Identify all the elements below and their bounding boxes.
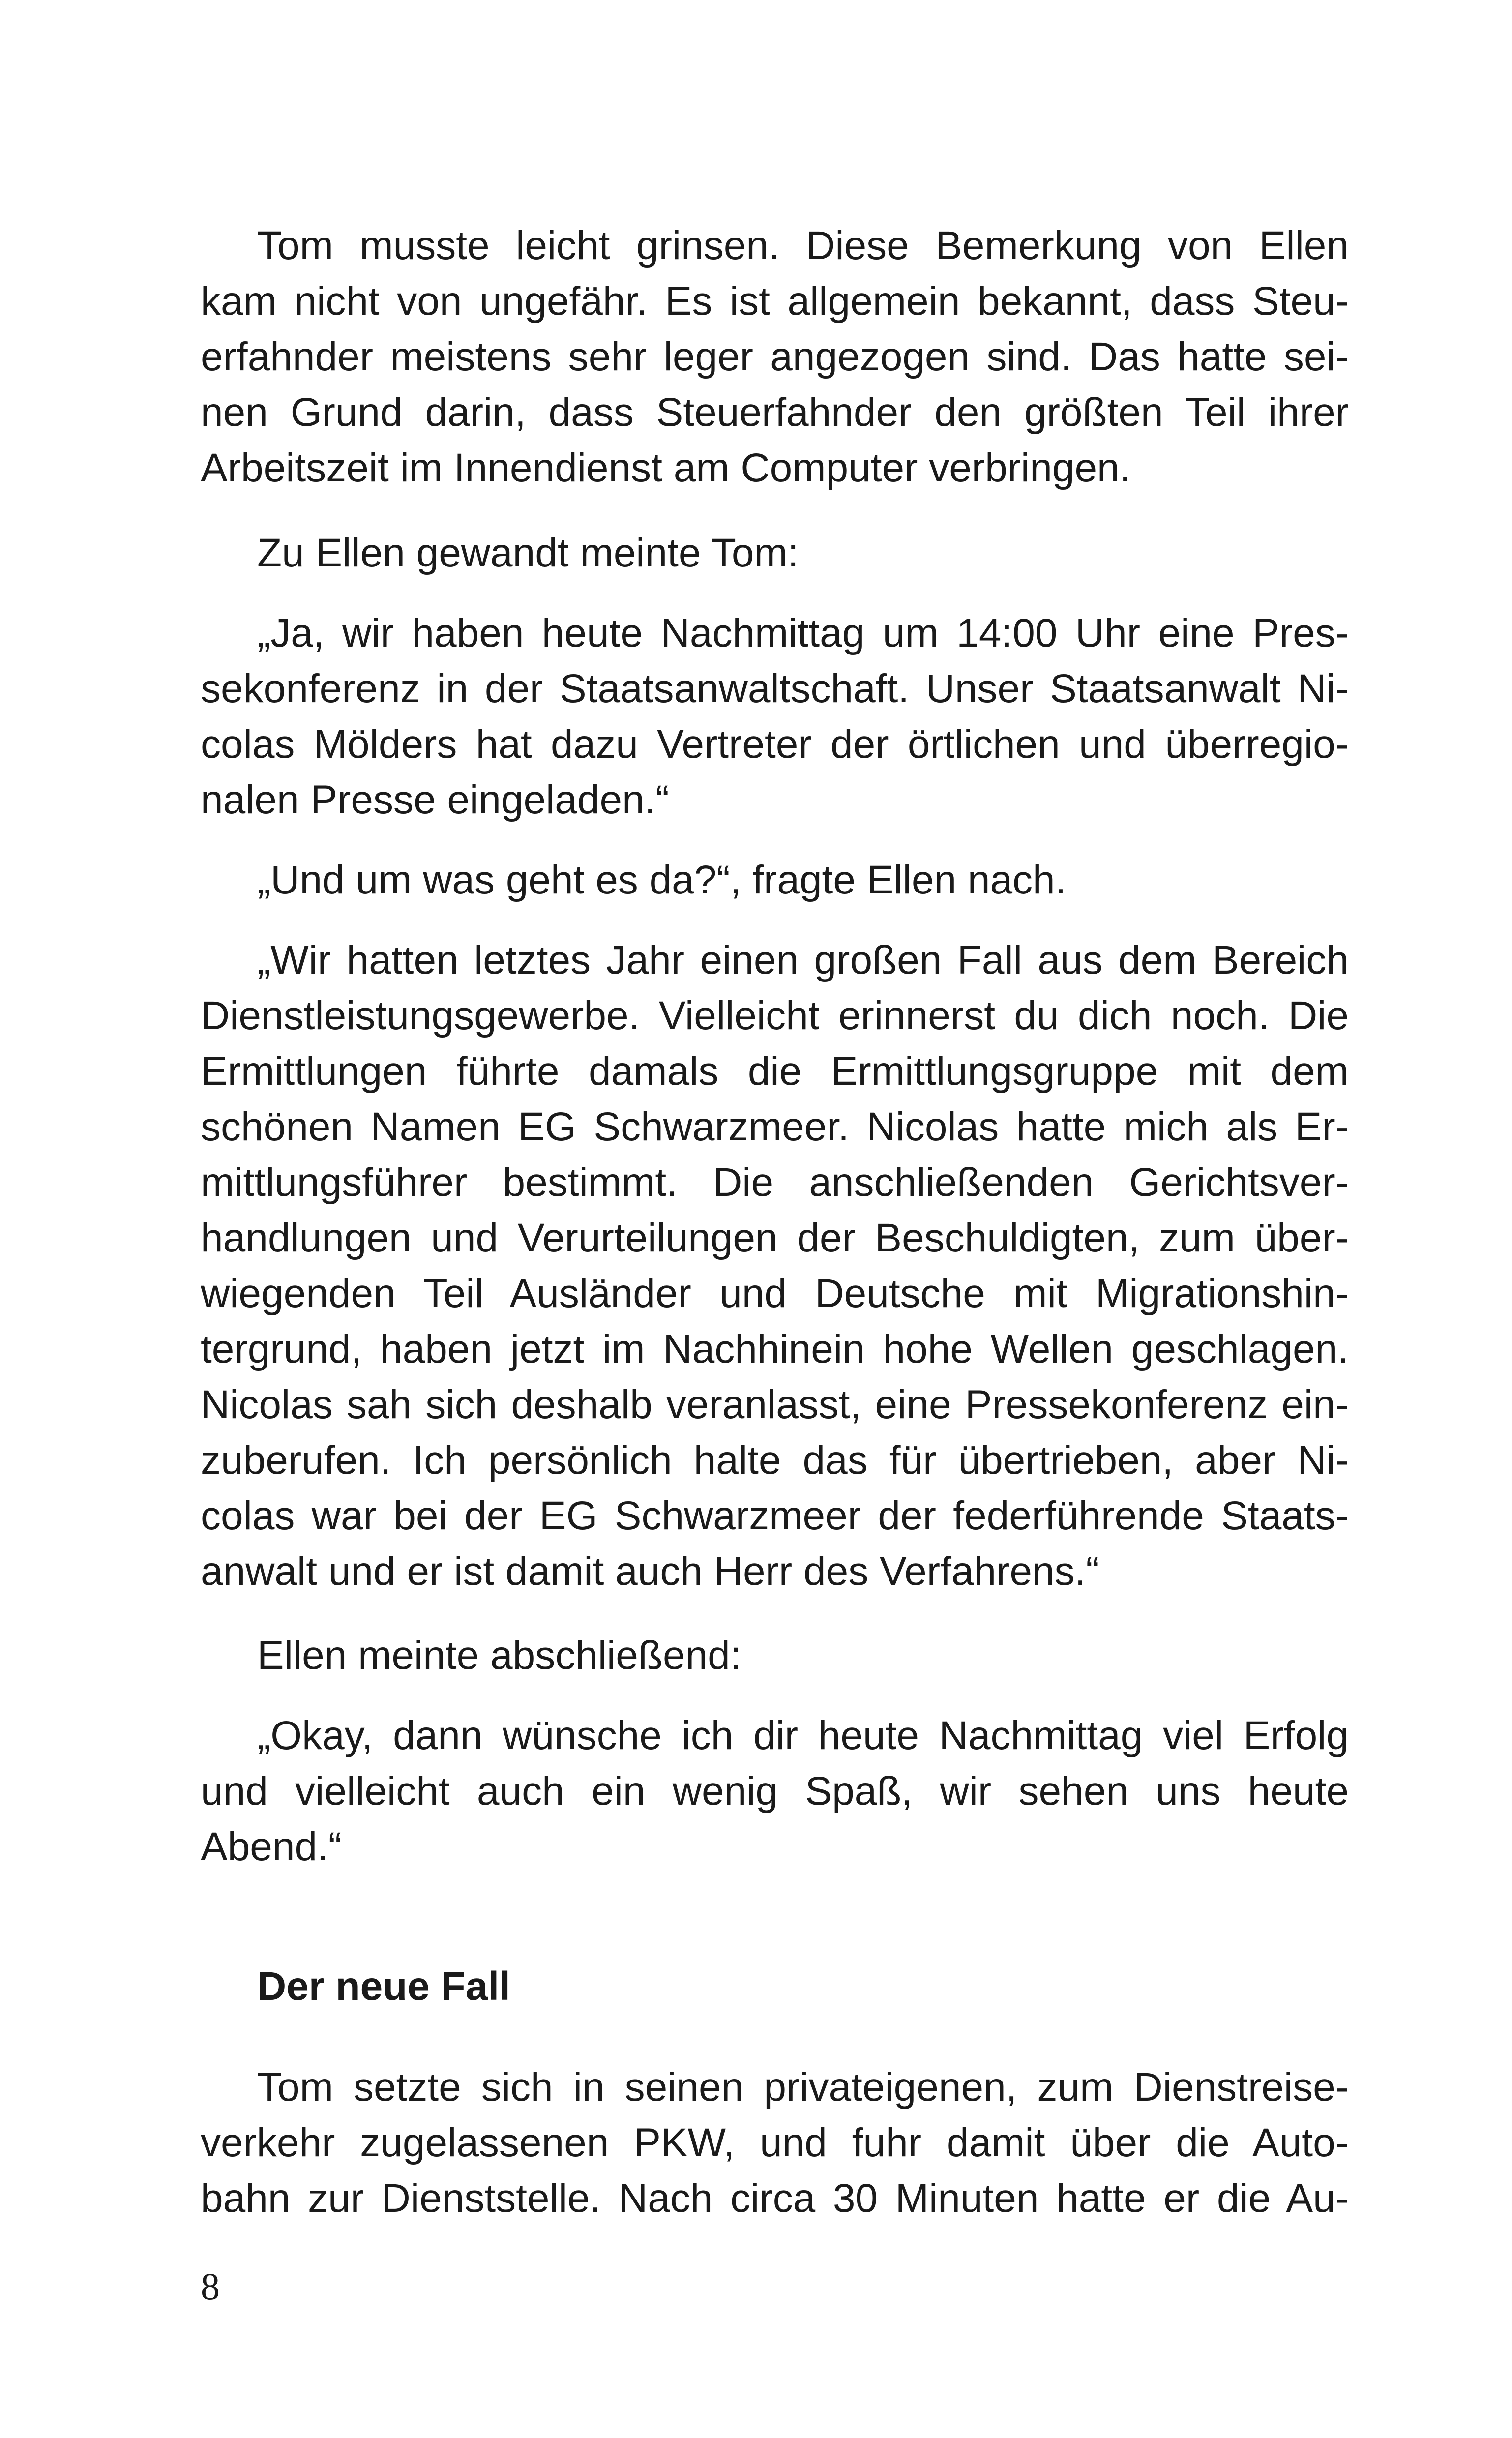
section-heading: Der neue Fall	[257, 1964, 510, 2009]
text-line: Ermittlungen führte damals die Ermittlungsgruppe mit dem	[201, 1049, 1349, 1094]
text-line: nalen Presse eingeladen.“	[201, 777, 669, 822]
text-line: bahn zur Dienststelle. Nach circa 30 Minuten hatte er die Au-	[201, 2176, 1349, 2221]
text-line: „Wir hatten letztes Jahr einen großen Fall aus dem Bereich	[257, 938, 1349, 982]
text-line: colas war bei der EG Schwarzmeer der federführende Staats-	[201, 1493, 1349, 1538]
text-line: Dienstleistungsgewerbe. Vielleicht erinnerst du dich noch. Die	[201, 993, 1349, 1038]
text-line: mittlungsführer bestimmt. Die anschließenden Gerichtsver-	[201, 1160, 1349, 1205]
text-line: verkehr zugelassenen PKW, und fuhr damit über die Auto-	[201, 2120, 1349, 2165]
text-line: Nicolas sah sich deshalb veranlasst, eine Pressekonferenz ein-	[201, 1382, 1349, 1427]
text-line: handlungen und Verurteilungen der Beschuldigten, zum über-	[201, 1216, 1349, 1260]
text-line: und vielleicht auch ein wenig Spaß, wir sehen uns heute	[201, 1769, 1349, 1814]
text-line: sekonferenz in der Staatsanwaltschaft. Unser Staatsanwalt Ni-	[201, 666, 1349, 711]
text-line: „Und um was geht es da?“, fragte Ellen nach.	[257, 858, 1067, 902]
text-line: erfahnder meistens sehr leger angezogen sind. Das hatte sei-	[201, 334, 1349, 379]
text-line: „Okay, dann wünsche ich dir heute Nachmittag viel Erfolg	[257, 1713, 1349, 1758]
text-line: schönen Namen EG Schwarzmeer. Nicolas hatte mich als Er-	[201, 1104, 1349, 1149]
text-line: wiegenden Teil Ausländer und Deutsche mit Migrationshin-	[201, 1271, 1349, 1316]
text-line: kam nicht von ungefähr. Es ist allgemein bekannt, dass Steu-	[201, 279, 1349, 324]
text-line: Zu Ellen gewandt meinte Tom:	[257, 531, 799, 575]
text-line: Tom musste leicht grinsen. Diese Bemerkung von Ellen	[257, 223, 1349, 268]
text-line: anwalt und er ist damit auch Herr des Verfahrens.“	[201, 1549, 1099, 1594]
page-number: 8	[201, 2265, 220, 2308]
text-line: „Ja, wir haben heute Nachmittag um 14:00 Uhr eine Pres-	[257, 611, 1349, 655]
text-line: tergrund, haben jetzt im Nachhinein hohe Wellen geschlagen.	[201, 1327, 1349, 1371]
text-line: Arbeitszeit im Innendienst am Computer verbringen.	[201, 446, 1131, 490]
text-line: Tom setzte sich in seinen privateigenen, zum Dienstreise-	[257, 2065, 1349, 2110]
text-line: zuberufen. Ich persönlich halte das für übertrieben, aber Ni-	[201, 1438, 1349, 1483]
text-line: nen Grund darin, dass Steuerfahnder den größten Teil ihrer	[201, 390, 1349, 435]
text-line: Abend.“	[201, 1824, 342, 1869]
text-line: colas Mölders hat dazu Vertreter der örtlichen und überregio-	[201, 722, 1349, 767]
text-line: Ellen meinte abschließend:	[257, 1633, 741, 1678]
